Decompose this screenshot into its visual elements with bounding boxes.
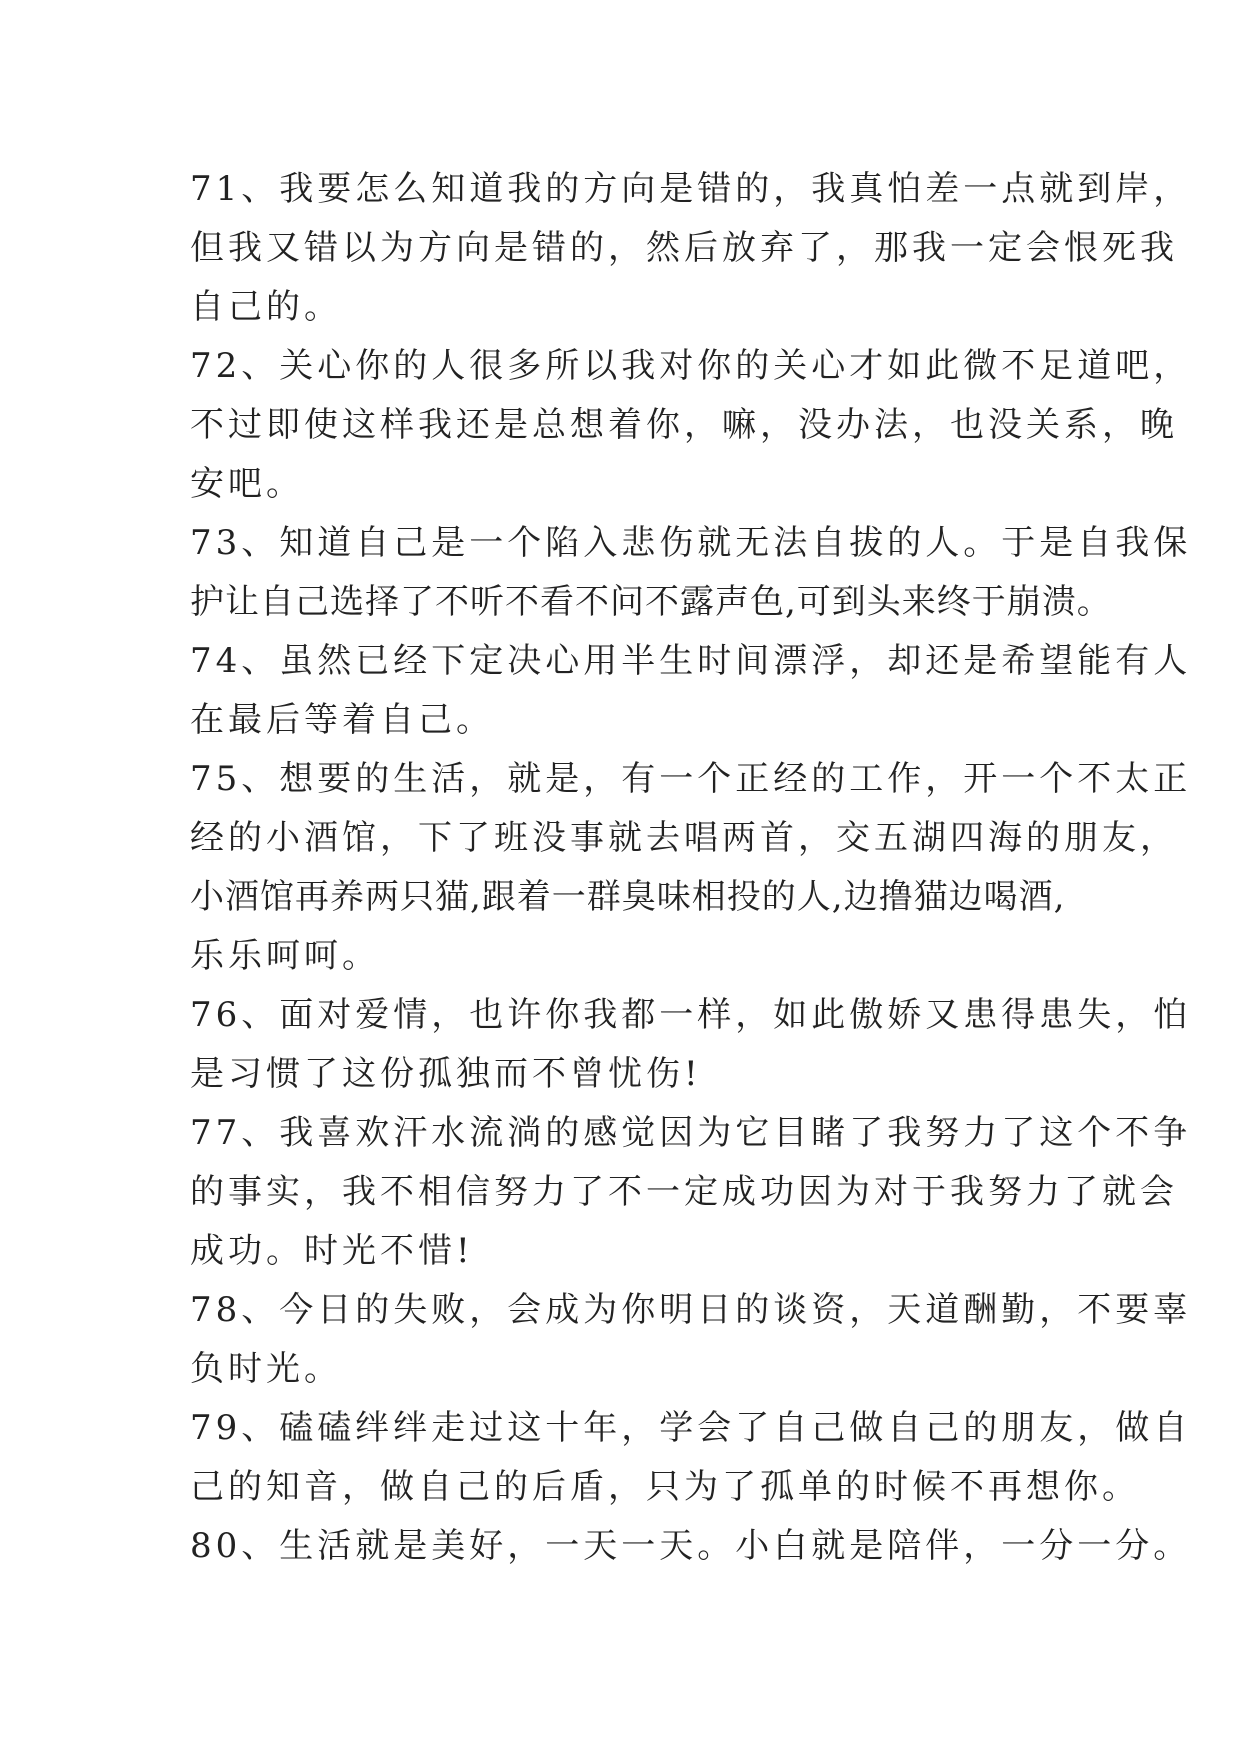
- text-line: 73、知道自己是一个陷入悲伤就无法自拔的人。于是自我保: [190, 523, 1192, 563]
- text-line: 80、生活就是美好，一天一天。小白就是陪伴，一分一分。: [190, 1526, 1192, 1566]
- text-line: 不过即使这样我还是总想着你，嘛，没办法，也没关系，晚: [190, 405, 1178, 445]
- text-line: 负时光。: [190, 1349, 342, 1389]
- text-line: 75、想要的生活，就是，有一个正经的工作，开一个不太正: [190, 759, 1192, 799]
- text-line: 乐乐呵呵。: [190, 936, 380, 976]
- text-line: 79、磕磕绊绊走过这十年，学会了自己做自己的朋友，做自: [190, 1408, 1192, 1448]
- text-line: 自己的。: [190, 287, 342, 327]
- text-line: 己的知音，做自己的后盾，只为了孤单的时候不再想你。: [190, 1467, 1140, 1507]
- text-line: 成功。时光不惜!: [190, 1231, 474, 1271]
- text-line: 小酒馆再养两只猫,跟着一群臭味相投的人,边撸猫边喝酒,: [190, 877, 1066, 917]
- text-line: 72、关心你的人很多所以我对你的关心才如此微不足道吧，: [190, 346, 1192, 386]
- text-line: 是习惯了这份孤独而不曾忧伤!: [190, 1054, 702, 1094]
- text-line: 安吧。: [190, 464, 304, 504]
- text-line: 76、面对爱情，也许你我都一样，如此傲娇又患得患失，怕: [190, 995, 1192, 1035]
- text-body: [190, 160, 1192, 1576]
- text-line: 的事实，我不相信努力了不一定成功因为对于我努力了就会: [190, 1172, 1178, 1212]
- text-line: 在最后等着自己。: [190, 700, 494, 740]
- text-line: 经的小酒馆，下了班没事就去唱两首，交五湖四海的朋友，: [190, 818, 1178, 858]
- text-line: 71、我要怎么知道我的方向是错的，我真怕差一点就到岸，: [190, 169, 1192, 209]
- text-line: 74、虽然已经下定决心用半生时间漂浮，却还是希望能有人: [190, 641, 1192, 681]
- text-line: 但我又错以为方向是错的，然后放弃了，那我一定会恨死我: [190, 228, 1178, 268]
- text-line: 护让自己选择了不听不看不问不露声色,可到头来终于崩溃。: [190, 582, 1112, 622]
- text-line: 78、今日的失败，会成为你明日的谈资，天道酬勤，不要辜: [190, 1290, 1192, 1330]
- text-line: 77、我喜欢汗水流淌的感觉因为它目睹了我努力了这个不争: [190, 1113, 1192, 1153]
